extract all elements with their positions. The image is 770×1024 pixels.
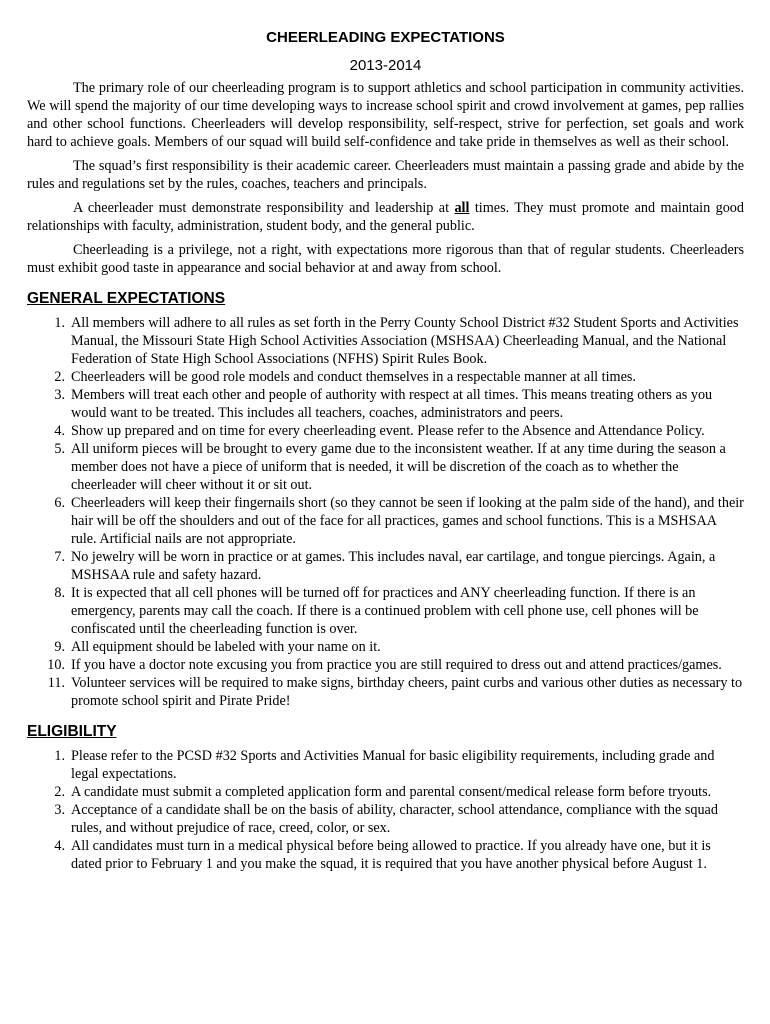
item-number: 3. bbox=[54, 802, 65, 818]
item-number: 2. bbox=[54, 784, 65, 800]
item-text: Members will treat each other and people of authority with respect at all times. This means treating others as you would want to be treated. This includes all teachers, coaches, administrators and peers. bbox=[71, 387, 713, 421]
item-text: Cheerleaders will keep their fingernails short (so they cannot be seen if looking at the palm side of the hand), and their hair will be off the shoulders and out of the face for all practices, games and school functions. This is a MSHSAA rule. Artificial nails are not appropriate. bbox=[71, 495, 744, 547]
item-text: Please refer to the PCSD #32 Sports and Activities Manual for basic eligibility requirements, including grade and legal expectations. bbox=[71, 748, 715, 782]
school-year: 2013-2014 bbox=[349, 57, 422, 74]
item-text: Acceptance of a candidate shall be on the basis of ability, character, school attendance, compliance with the squad rules, and without prejudice of race, creed, color, or sex. bbox=[71, 802, 718, 836]
list-item bbox=[27, 494, 744, 548]
list-item bbox=[27, 656, 744, 674]
p3-emphasis: all bbox=[454, 200, 470, 216]
item-number: 11. bbox=[47, 675, 65, 691]
list-item bbox=[27, 314, 744, 368]
intro-paragraph-2: The squad’s first responsibility is their academic career. Cheerleaders must maintain a passing grade and abide by the rules and regulations set by the rules, coaches, teachers and principals. bbox=[27, 158, 744, 192]
intro-paragraph-4: Cheerleading is a privilege, not a right, with expectations more rigorous than that of regular students. Cheerleaders must exhibit good taste in appearance and social behavior at and away from school. bbox=[27, 242, 744, 276]
item-text: All members will adhere to all rules as set forth in the Perry County School District #32 Student Sports and Activities Manual, the Missouri State High School Activities Association (MSHSAA) Cheerleading Manual, and the National Federation of State High School Associations (NFHS) Spirit Rules Book. bbox=[71, 315, 739, 367]
eligibility-heading: ELIGIBILITY bbox=[27, 723, 117, 740]
item-number: 5. bbox=[54, 441, 65, 457]
item-text: It is expected that all cell phones will be turned off for practices and ANY cheerleading function. If there is an emergency, parents may call the coach. If there is a continued problem with cell phone use, cell phones will be confiscated until the cheerleading function is over. bbox=[71, 585, 699, 637]
item-text: Cheerleaders will be good role models and conduct themselves in a respectable manner at all times. bbox=[71, 369, 636, 385]
list-item bbox=[27, 747, 744, 783]
item-number: 1. bbox=[54, 315, 65, 331]
list-item bbox=[27, 368, 744, 386]
list-item bbox=[27, 440, 744, 494]
general-expectations-list bbox=[27, 314, 744, 710]
list-item bbox=[27, 386, 744, 422]
item-number: 6. bbox=[54, 495, 65, 511]
intro-paragraph-3 bbox=[27, 199, 744, 235]
item-text: All uniform pieces will be brought to every game due to the inconsistent weather. If at any time during the season a member does not have a piece of uniform that is needed, it will be discretion of the coach as to whether the cheerleader will cheer without it or sit out. bbox=[71, 441, 726, 493]
item-text: All candidates must turn in a medical physical before being allowed to practice. If you already have one, but it is dated prior to February 1 and you make the squad, it is required that you have another physical before August 1. bbox=[71, 838, 711, 872]
item-number: 8. bbox=[54, 585, 65, 601]
item-text: Show up prepared and on time for every cheerleading event. Please refer to the Absence and Attendance Policy. bbox=[71, 423, 705, 439]
item-number: 9. bbox=[54, 639, 65, 655]
list-item bbox=[27, 837, 744, 873]
item-number: 7. bbox=[54, 549, 65, 565]
item-text: No jewelry will be worn in practice or at games. This includes naval, ear cartilage, and tongue piercings. Again, a MSHSAA rule and safety hazard. bbox=[71, 549, 716, 583]
page-title: CHEERLEADING EXPECTATIONS bbox=[266, 29, 505, 46]
item-text: If you have a doctor note excusing you from practice you are still required to dress out and attend practices/games. bbox=[71, 657, 722, 673]
item-text: A candidate must submit a completed application form and parental consent/medical release form before tryouts. bbox=[71, 784, 712, 800]
eligibility-list bbox=[27, 747, 744, 873]
list-item bbox=[27, 638, 744, 656]
list-item bbox=[27, 548, 744, 584]
item-number: 1. bbox=[54, 748, 65, 764]
list-item bbox=[27, 801, 744, 837]
list-item bbox=[27, 674, 744, 710]
item-number: 3. bbox=[54, 387, 65, 403]
item-text: Volunteer services will be required to make signs, birthday cheers, paint curbs and various other duties as necessary to promote school spirit and Pirate Pride! bbox=[71, 675, 743, 709]
item-number: 2. bbox=[54, 369, 65, 385]
list-item bbox=[27, 783, 744, 801]
item-text: All equipment should be labeled with your name on it. bbox=[71, 639, 381, 655]
item-number: 4. bbox=[54, 423, 65, 439]
list-item bbox=[27, 422, 744, 440]
item-number: 10. bbox=[47, 657, 65, 673]
item-number: 4. bbox=[54, 838, 65, 854]
intro-paragraph-1: The primary role of our cheerleading program is to support athletics and school participation in community activities. We will spend the majority of our time developing ways to increase school spirit and crowd involvement at games, pep rallies and other school functions. Cheerleaders will develop responsibility, self-respect, strive for perfection, set goals and work hard to achieve goals. Members of our squad will build self-confidence and take pride in themselves as well as their school. bbox=[27, 80, 744, 150]
p3-text-after: times. They must promote and maintain good relationships with faculty, administration, student body, and the general public. bbox=[27, 200, 744, 234]
general-expectations-heading: GENERAL EXPECTATIONS bbox=[27, 290, 226, 307]
p3-text-before: A cheerleader must demonstrate responsibility and leadership at bbox=[73, 200, 455, 216]
list-item bbox=[27, 584, 744, 638]
